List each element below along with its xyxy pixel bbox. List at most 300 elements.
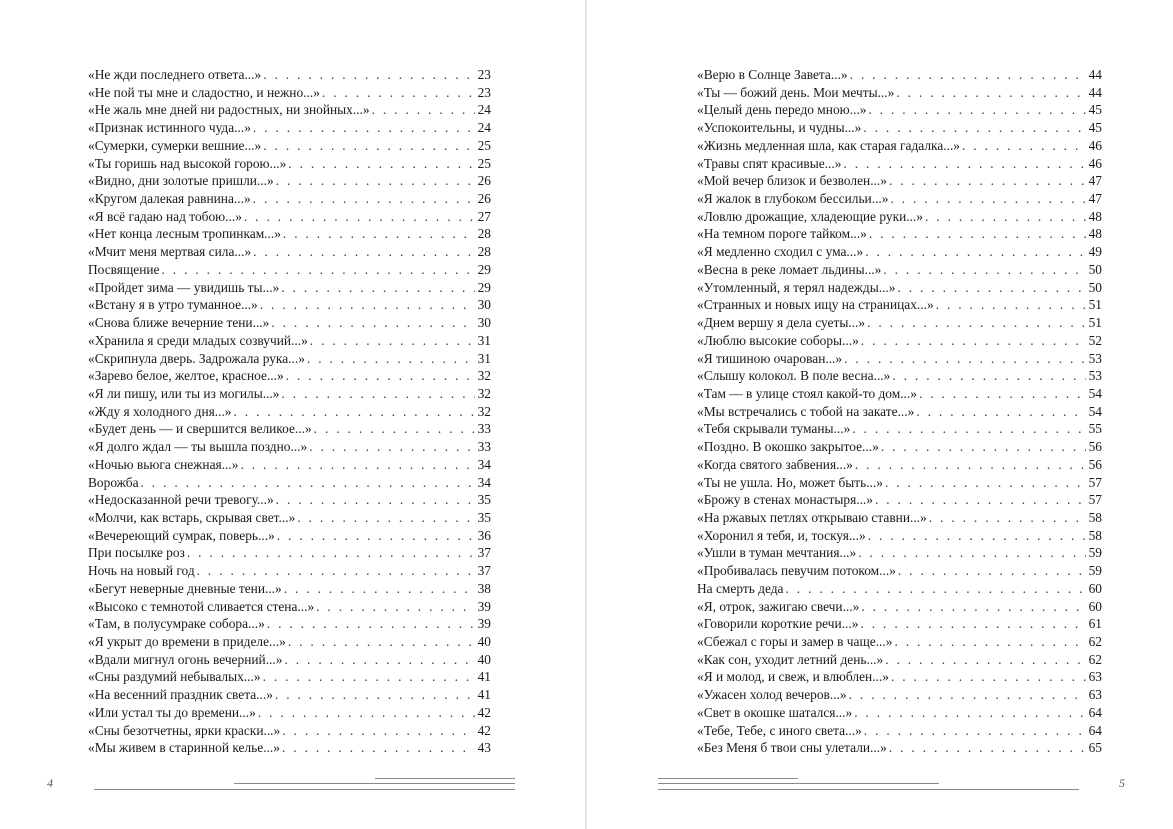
dot-leader (889, 172, 1086, 190)
toc-entry-title: «Сны безотчетны, ярки краски...» (88, 722, 281, 738)
toc-entry-title: «Хоронил я тебя, и, тоскуя...» (697, 527, 866, 543)
toc-entry-title: «Снова ближе вечерние тени...» (88, 315, 270, 331)
toc-entry-title: «Ты — божий день. Мои мечты...» (697, 84, 895, 100)
toc-entry-title: «Люблю высокие соборы...» (697, 332, 859, 348)
toc-entry-page-number: 59 (1088, 545, 1102, 561)
toc-entry-title: «Когда святого забвения...» (697, 456, 853, 472)
toc-entry-title: «Я укрыт до времени в приделе...» (88, 634, 286, 649)
toc-entry-page-number: 55 (1088, 421, 1102, 437)
dot-leader (240, 456, 475, 474)
toc-entry-title: «Сны раздумий небывалых...» (88, 669, 261, 685)
toc-entry-page-number: 26 (477, 173, 491, 189)
dot-leader (263, 137, 475, 155)
toc-entry-page-number: 61 (1088, 616, 1102, 632)
toc-entry (88, 208, 491, 226)
toc-entry-title: «Не жаль мне дней ни радостных, ни знойных...» (88, 102, 370, 118)
toc-entry-title: «Ночью вьюга снежная...» (88, 456, 239, 472)
toc-entry-title: «Я и молод, и свеж, и влюблен...» (697, 669, 889, 685)
dot-leader (275, 686, 475, 704)
toc-entry-page-number: 33 (477, 421, 491, 437)
dot-leader (898, 562, 1086, 580)
toc-entry (88, 580, 491, 598)
toc-entry-page-number: 51 (1088, 297, 1102, 313)
dot-leader (885, 474, 1086, 492)
toc-entry (88, 527, 491, 545)
toc-entry-title: «Говорили короткие речи...» (697, 616, 859, 632)
toc-entry-title: «Кругом далекая равнина...» (88, 191, 251, 207)
toc-entry (697, 350, 1102, 368)
toc-entry (88, 190, 491, 208)
toc-entry-page-number: 58 (1088, 509, 1102, 525)
dot-leader (868, 527, 1086, 545)
toc-entry-page-number: 37 (477, 545, 491, 561)
dot-leader (843, 155, 1086, 173)
toc-entry (697, 101, 1102, 119)
toc-entry-page-number: 62 (1088, 634, 1102, 649)
toc-entry-page-number: 28 (477, 244, 491, 260)
toc-entry-page-number: 44 (1088, 67, 1102, 82)
toc-entry-title: «Вдали мигнул огонь вечерний...» (88, 651, 283, 667)
toc-entry-title: «Вечереющий сумрак, поверь...» (88, 527, 275, 543)
toc-entry (88, 598, 491, 616)
toc-entry-page-number: 25 (477, 155, 491, 171)
toc-entry-page-number: 35 (477, 492, 491, 508)
toc-entry-page-number: 31 (477, 350, 491, 366)
toc-entry-page-number: 29 (477, 261, 491, 277)
dot-leader (260, 296, 475, 314)
footer-rule (94, 789, 515, 790)
toc-entry-page-number: 45 (1088, 102, 1102, 118)
right-page (587, 0, 1173, 829)
toc-entry-page-number: 54 (1088, 385, 1102, 401)
dot-leader (263, 66, 475, 84)
toc-entry (88, 243, 491, 261)
toc-entry (88, 739, 491, 757)
dot-leader (253, 243, 475, 261)
dot-leader (855, 456, 1086, 474)
toc-entry-page-number: 49 (1088, 244, 1102, 260)
toc-entry (697, 279, 1102, 297)
dot-leader (288, 155, 475, 173)
dot-leader (891, 668, 1086, 686)
toc-entry (697, 704, 1102, 722)
toc-entry-page-number: 45 (1088, 120, 1102, 136)
toc-entry-page-number: 34 (477, 456, 491, 472)
dot-leader (919, 385, 1086, 403)
toc-entry-page-number: 26 (477, 191, 491, 207)
toc-entry-title: «Весна в реке ломает льдины...» (697, 261, 882, 277)
toc-entry (88, 101, 491, 119)
toc-entry-title: «Будет день — и свершится великое...» (88, 421, 312, 437)
toc-entry (697, 243, 1102, 261)
dot-leader (284, 580, 475, 598)
toc-entry (88, 403, 491, 421)
toc-entry-title: «Успокоительны, и чудны...» (697, 120, 862, 136)
toc-entry-title: «Свет в окошке шатался...» (697, 704, 853, 720)
toc-entry (697, 296, 1102, 314)
toc-entry (88, 119, 491, 137)
dot-leader (258, 704, 475, 722)
toc-entry-title: «Сумерки, сумерки вешние...» (88, 137, 262, 153)
toc-entry (88, 651, 491, 669)
toc-entry-title: «Нет конца лесным тропинкам...» (88, 226, 281, 242)
toc-entry (88, 686, 491, 704)
toc-entry (697, 491, 1102, 509)
toc-entry (88, 438, 491, 456)
dot-leader (897, 279, 1086, 297)
toc-entry (88, 261, 491, 279)
toc-entry (697, 739, 1102, 757)
dot-leader (310, 332, 475, 350)
toc-entry-title: «Хранила я среди младых созвучий...» (88, 332, 308, 348)
dot-leader (286, 367, 475, 385)
toc-entry-title: «Ужасен холод вечеров...» (697, 687, 847, 703)
toc-entry-title: «Не жди последнего ответа...» (88, 67, 262, 82)
toc-entry-title: «Тебя скрывали туманы...» (697, 421, 851, 437)
dot-leader (284, 651, 475, 669)
toc-entry (88, 633, 491, 651)
toc-entry-page-number: 23 (477, 84, 491, 100)
dot-leader (281, 279, 475, 297)
toc-entry (697, 544, 1102, 562)
toc-entry (697, 456, 1102, 474)
toc-entry-page-number: 38 (477, 580, 491, 596)
toc-entry-title: «Жду я холодного дня...» (88, 403, 232, 419)
toc-entry-title: «Ты горишь над высокой горою...» (88, 155, 287, 171)
toc-entry-page-number: 34 (477, 474, 491, 490)
toc-entry-title: «Как сон, уходит летний день...» (697, 651, 884, 667)
dot-leader (161, 261, 475, 279)
toc-entry-title: «Утомленный, я терял надежды...» (697, 279, 896, 295)
toc-entry (697, 119, 1102, 137)
dot-leader (881, 438, 1086, 456)
toc-entry-title: «Жизнь медленная шла, как старая гадалка...» (697, 137, 960, 153)
toc-entry-page-number: 32 (477, 368, 491, 384)
toc-entry-title: «Я жалок в глубоком бессильи...» (697, 191, 889, 207)
toc-entry (88, 155, 491, 173)
toc-entry (697, 420, 1102, 438)
dot-leader (875, 491, 1086, 509)
dot-leader (896, 84, 1086, 102)
toc-entry-page-number: 47 (1088, 191, 1102, 207)
toc-entry (697, 651, 1102, 669)
toc-entry-page-number: 42 (477, 704, 491, 720)
toc-entry (88, 137, 491, 155)
dot-leader (889, 739, 1086, 757)
toc-entry-page-number: 63 (1088, 687, 1102, 703)
toc-entry-title: «Встану я в утро туманное...» (88, 297, 258, 313)
dot-leader (297, 509, 475, 527)
toc-entry (697, 367, 1102, 385)
toc-entry-title: «Высоко с темнотой сливается стена...» (88, 598, 315, 614)
toc-entry (88, 84, 491, 102)
dot-leader (854, 704, 1086, 722)
toc-entry-title: «Бегут неверные дневные тени...» (88, 580, 282, 596)
dot-leader (883, 261, 1086, 279)
toc-entry-title: Ворожба (88, 474, 139, 490)
toc-entry-title: «Там, в полусумраке собора...» (88, 616, 265, 632)
toc-entry-title: «Странных и новых ищу на страницах...» (697, 297, 934, 313)
toc-entry-title: «Недосказанной речи тревогу...» (88, 492, 274, 508)
toc-entry (697, 438, 1102, 456)
toc-entry-page-number: 48 (1088, 226, 1102, 242)
dot-leader (267, 615, 475, 633)
toc-entry (88, 456, 491, 474)
dot-leader (197, 562, 475, 580)
toc-entry-page-number: 59 (1088, 563, 1102, 579)
toc-entry-page-number: 27 (477, 208, 491, 224)
toc-entry (697, 403, 1102, 421)
dot-leader (281, 385, 475, 403)
toc-entry-page-number: 50 (1088, 261, 1102, 277)
toc-entry-page-number: 41 (477, 669, 491, 685)
toc-entry-page-number: 43 (477, 740, 491, 756)
toc-entry (88, 615, 491, 633)
toc-entry-title: «Я ли пишу, или ты из могилы...» (88, 385, 280, 401)
dot-leader (276, 491, 475, 509)
toc-entry-page-number: 28 (477, 226, 491, 242)
toc-entry-page-number: 60 (1088, 598, 1102, 614)
toc-entry (697, 527, 1102, 545)
toc-entry-page-number: 50 (1088, 279, 1102, 295)
toc-entry (697, 580, 1102, 598)
dot-leader (849, 686, 1086, 704)
toc-entry-page-number: 29 (477, 279, 491, 295)
toc-entry-title: «Я медленно сходил с ума...» (697, 244, 864, 260)
dot-leader (858, 544, 1086, 562)
toc-entry (88, 722, 491, 740)
toc-entry (697, 137, 1102, 155)
toc-entry-title: При посылке роз (88, 545, 185, 561)
toc-entry-title: «На весенний праздник света...» (88, 687, 273, 703)
toc-entry-title: «Я, отрок, зажигаю свечи...» (697, 598, 860, 614)
toc-entry-title: Ночь на новый год (88, 563, 195, 579)
dot-leader (868, 101, 1086, 119)
footer-rule (234, 783, 515, 784)
toc-entry-page-number: 47 (1088, 173, 1102, 189)
dot-leader (314, 420, 475, 438)
toc-entry-page-number: 54 (1088, 403, 1102, 419)
toc-entry (88, 491, 491, 509)
toc-entry (697, 332, 1102, 350)
toc-entry-page-number: 32 (477, 403, 491, 419)
toc-entry-page-number: 64 (1088, 722, 1102, 738)
toc-entry-title: На смерть деда (697, 580, 784, 596)
toc-entry-title: «Зарево белое, желтое, красное...» (88, 368, 284, 384)
toc-entry-title: «Пробивалась певучим потоком...» (697, 563, 896, 579)
toc-entry (697, 686, 1102, 704)
toc-entry (697, 225, 1102, 243)
toc-entry-title: «Травы спят красивые...» (697, 155, 842, 171)
toc-entry (697, 172, 1102, 190)
toc-entry-page-number: 35 (477, 509, 491, 525)
toc-entry-page-number: 33 (477, 439, 491, 455)
toc-entry (88, 172, 491, 190)
toc-entry-page-number: 30 (477, 315, 491, 331)
toc-entry (88, 509, 491, 527)
toc-entry-title: «Пройдет зима — увидишь ты...» (88, 279, 280, 295)
toc-entry (697, 668, 1102, 686)
toc-entry (88, 314, 491, 332)
dot-leader (867, 314, 1086, 332)
toc-entry-title: «Днем вершу я дела суеты...» (697, 315, 866, 331)
toc-entry (697, 598, 1102, 616)
toc-entry-title: «Или устал ты до времени...» (88, 704, 256, 720)
toc-entry (697, 722, 1102, 740)
toc-entry (88, 367, 491, 385)
toc-entry-title: «Я долго ждал — ты вышла поздно...» (88, 439, 308, 455)
toc-entry (88, 704, 491, 722)
toc-entry-title: «Слышу колокол. В поле весна...» (697, 368, 891, 384)
footer-rule (658, 789, 1079, 790)
dot-leader (234, 403, 475, 421)
toc-entry-title: «Молчи, как встарь, скрывая свет...» (88, 509, 296, 525)
toc-entry-title: «Я тишиною очарован...» (697, 350, 843, 366)
toc-entry (88, 474, 491, 492)
toc-entry-title: «Брожу в стенах монастыря...» (697, 492, 873, 508)
dot-leader (890, 190, 1086, 208)
toc-entry-page-number: 30 (477, 297, 491, 313)
toc-entry-page-number: 56 (1088, 456, 1102, 472)
toc-entry (697, 190, 1102, 208)
dot-leader (271, 314, 475, 332)
dot-leader (863, 119, 1086, 137)
dot-leader (869, 225, 1086, 243)
toc-entry-page-number: 56 (1088, 439, 1102, 455)
toc-entry-title: Посвящение (88, 261, 160, 277)
table-of-contents-left (88, 66, 491, 757)
dot-leader (864, 722, 1086, 740)
toc-entry-page-number: 57 (1088, 492, 1102, 508)
toc-entry-title: «Верю в Солнце Завета...» (697, 67, 848, 82)
toc-entry-title: «Без Меня б твои сны улетали...» (697, 740, 887, 756)
toc-entry-page-number: 31 (477, 332, 491, 348)
left-page (0, 0, 585, 829)
toc-entry-page-number: 48 (1088, 208, 1102, 224)
dot-leader (894, 633, 1086, 651)
toc-entry-page-number: 65 (1088, 740, 1102, 756)
toc-entry-page-number: 39 (477, 598, 491, 614)
toc-entry-title: «Мой вечер близок и безволен...» (697, 173, 887, 189)
toc-entry (88, 385, 491, 403)
toc-entry (697, 261, 1102, 279)
toc-entry (697, 562, 1102, 580)
toc-entry-title: «Тебе, Тебе, с иного света...» (697, 722, 862, 738)
toc-entry-page-number: 46 (1088, 137, 1102, 153)
toc-entry (697, 509, 1102, 527)
toc-entry-page-number: 63 (1088, 669, 1102, 685)
dot-leader (322, 84, 475, 102)
toc-entry (697, 314, 1102, 332)
toc-entry-page-number: 32 (477, 385, 491, 401)
toc-entry-title: «Мы живем в старинной келье...» (88, 740, 280, 756)
toc-entry (697, 615, 1102, 633)
footer-rule (658, 783, 939, 784)
dot-leader (276, 172, 475, 190)
dot-leader (283, 225, 475, 243)
dot-leader (925, 208, 1086, 226)
toc-entry-title: «Ловлю дрожащие, хладеющие руки...» (697, 208, 923, 224)
toc-entry-page-number: 53 (1088, 350, 1102, 366)
dot-leader (860, 615, 1086, 633)
toc-entry (88, 332, 491, 350)
dot-leader (316, 598, 475, 616)
toc-entry-title: «Мы встречались с тобой на закате...» (697, 403, 915, 419)
dot-leader (253, 190, 475, 208)
dot-leader (861, 332, 1086, 350)
toc-entry (697, 84, 1102, 102)
toc-entry (697, 66, 1102, 84)
toc-entry (88, 544, 491, 562)
toc-entry-title: «Целый день передо мною...» (697, 102, 867, 118)
toc-entry-page-number: 24 (477, 120, 491, 136)
dot-leader (936, 296, 1086, 314)
toc-entry-page-number: 36 (477, 527, 491, 543)
dot-leader (785, 580, 1086, 598)
page-number-right: 5 (1119, 776, 1125, 790)
toc-entry-title: «Ушли в туман мечтания...» (697, 545, 857, 561)
dot-leader (277, 527, 475, 545)
dot-leader (282, 739, 475, 757)
toc-entry (88, 668, 491, 686)
toc-entry-title: «Сбежал с горы и замер в чаще...» (697, 634, 893, 649)
toc-entry-title: «Видно, дни золотые пришли...» (88, 173, 274, 189)
toc-entry-page-number: 40 (477, 651, 491, 667)
toc-entry (88, 225, 491, 243)
toc-entry-page-number: 41 (477, 687, 491, 703)
toc-entry-title: «Не пой ты мне и сладостно, и нежно...» (88, 84, 320, 100)
toc-entry-page-number: 53 (1088, 368, 1102, 384)
dot-leader (892, 367, 1086, 385)
toc-entry-page-number: 24 (477, 102, 491, 118)
toc-entry-title: «На ржавых петлях открываю ставни...» (697, 509, 927, 525)
dot-leader (187, 544, 475, 562)
toc-entry (697, 474, 1102, 492)
dot-leader (309, 438, 475, 456)
toc-entry-title: «Мчит меня мертвая сила...» (88, 244, 252, 260)
dot-leader (861, 598, 1086, 616)
toc-entry-page-number: 25 (477, 137, 491, 153)
dot-leader (263, 668, 475, 686)
page-number-left: 4 (47, 776, 53, 790)
toc-entry-page-number: 57 (1088, 474, 1102, 490)
footer-rule (375, 778, 515, 779)
toc-entry (88, 350, 491, 368)
toc-entry-page-number: 42 (477, 722, 491, 738)
toc-entry-title: «На темном пороге тайком...» (697, 226, 867, 242)
footer-rule (658, 778, 798, 779)
toc-entry (88, 66, 491, 84)
toc-entry-page-number: 62 (1088, 651, 1102, 667)
toc-entry-page-number: 58 (1088, 527, 1102, 543)
toc-entry-title: «Признак истинного чуда...» (88, 120, 251, 136)
toc-entry-page-number: 52 (1088, 332, 1102, 348)
dot-leader (372, 101, 475, 119)
dot-leader (852, 420, 1086, 438)
toc-entry (697, 385, 1102, 403)
toc-entry-title: «Поздно. В окошко закрытое...» (697, 439, 879, 455)
dot-leader (307, 350, 475, 368)
dot-leader (916, 403, 1086, 421)
toc-entry (697, 155, 1102, 173)
toc-entry-page-number: 60 (1088, 580, 1102, 596)
dot-leader (282, 722, 475, 740)
toc-entry (88, 420, 491, 438)
dot-leader (929, 509, 1086, 527)
dot-leader (244, 208, 475, 226)
toc-entry-page-number: 23 (477, 67, 491, 82)
toc-entry-title: «Ты не ушла. Но, может быть...» (697, 474, 883, 490)
